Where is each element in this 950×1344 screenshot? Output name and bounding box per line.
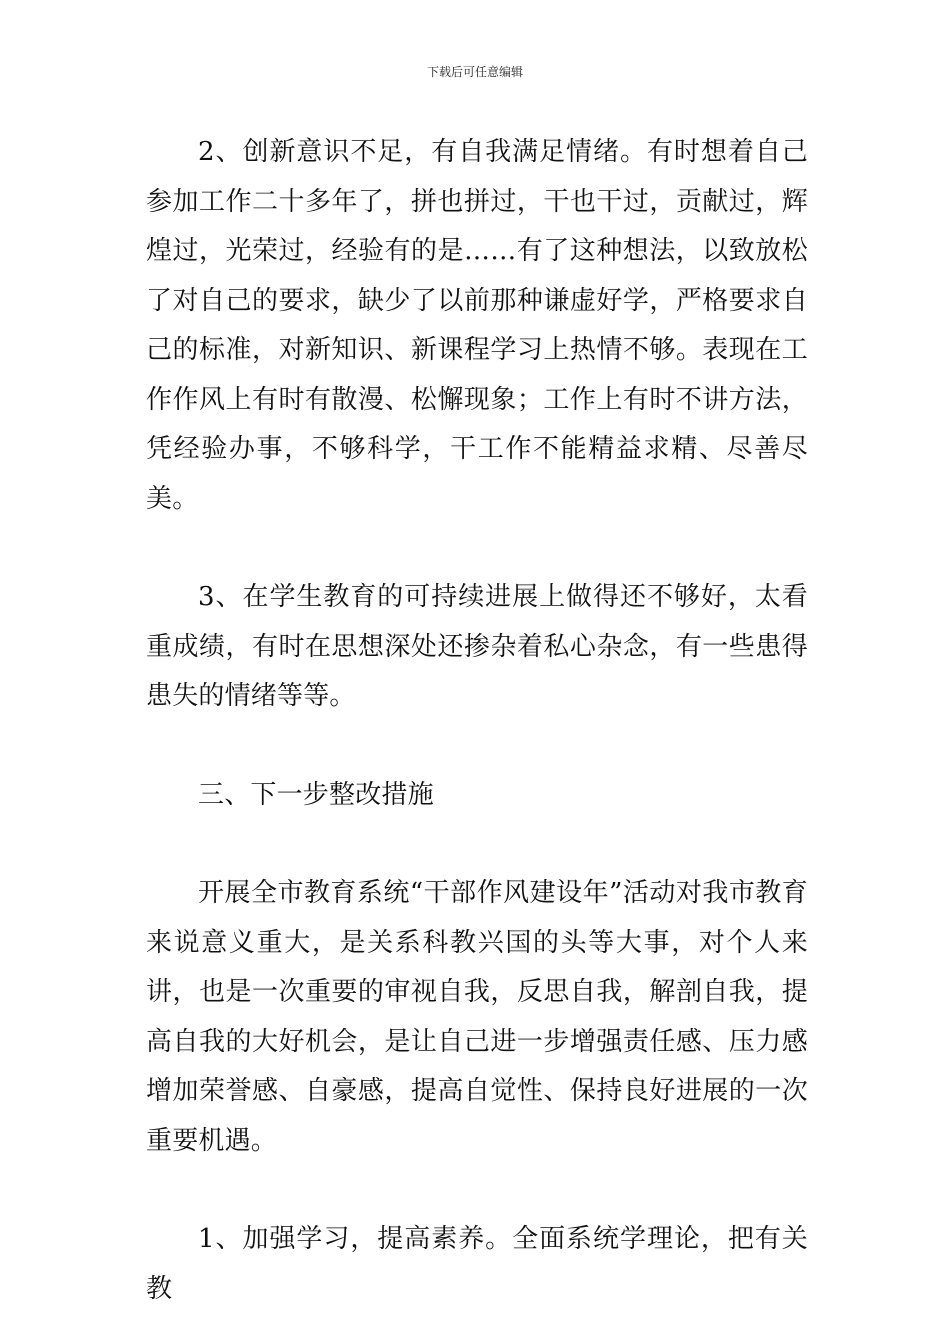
paragraph-study: 1、加强学习，提高素养。全面系统学理论，把有关教 [146,1224,808,1304]
document-body [146,128,808,1314]
section-heading-measures: 三、下一步整改措施 [198,779,434,810]
page-header: 下载后可任意编辑 [426,65,523,79]
paragraph-innovation: 2、创新意识不足，有自我满足情绪。有时想着自己参加工作二十多年了，拼也拼过，干也干过，贡献过，辉煌过，光荣过，经验有的是……有了这种想法，以致放松了对自己的要求，缺少了以前那种谦虚好学，严格要求自己的标准，对新知识、新课程学习上热情不够。表现在工作作风上有时有散漫、松懈现象；工作上有时不讲方法，凭经验办事，不够科学，干工作不能精益求精、尽善尽美。 [146,137,808,514]
paragraph-student-education: 3、在学生教育的可持续进展上做得还不够好，太看重成绩，有时在思想深处还掺杂着私心杂念，有一些患得患失的情绪等等。 [146,582,808,711]
paragraph-campaign: 开展全市教育系统“干部作风建设年”活动对我市教育来说意义重大，是关系科教兴国的头等大事，对个人来讲，也是一次重要的审视自我，反思自我，解剖自我，提高自我的大好机会，是让自己进一步增强责任感、压力感增加荣誉感、自豪感，提高自觉性、保持良好进展的一次重要机遇。 [146,878,808,1156]
